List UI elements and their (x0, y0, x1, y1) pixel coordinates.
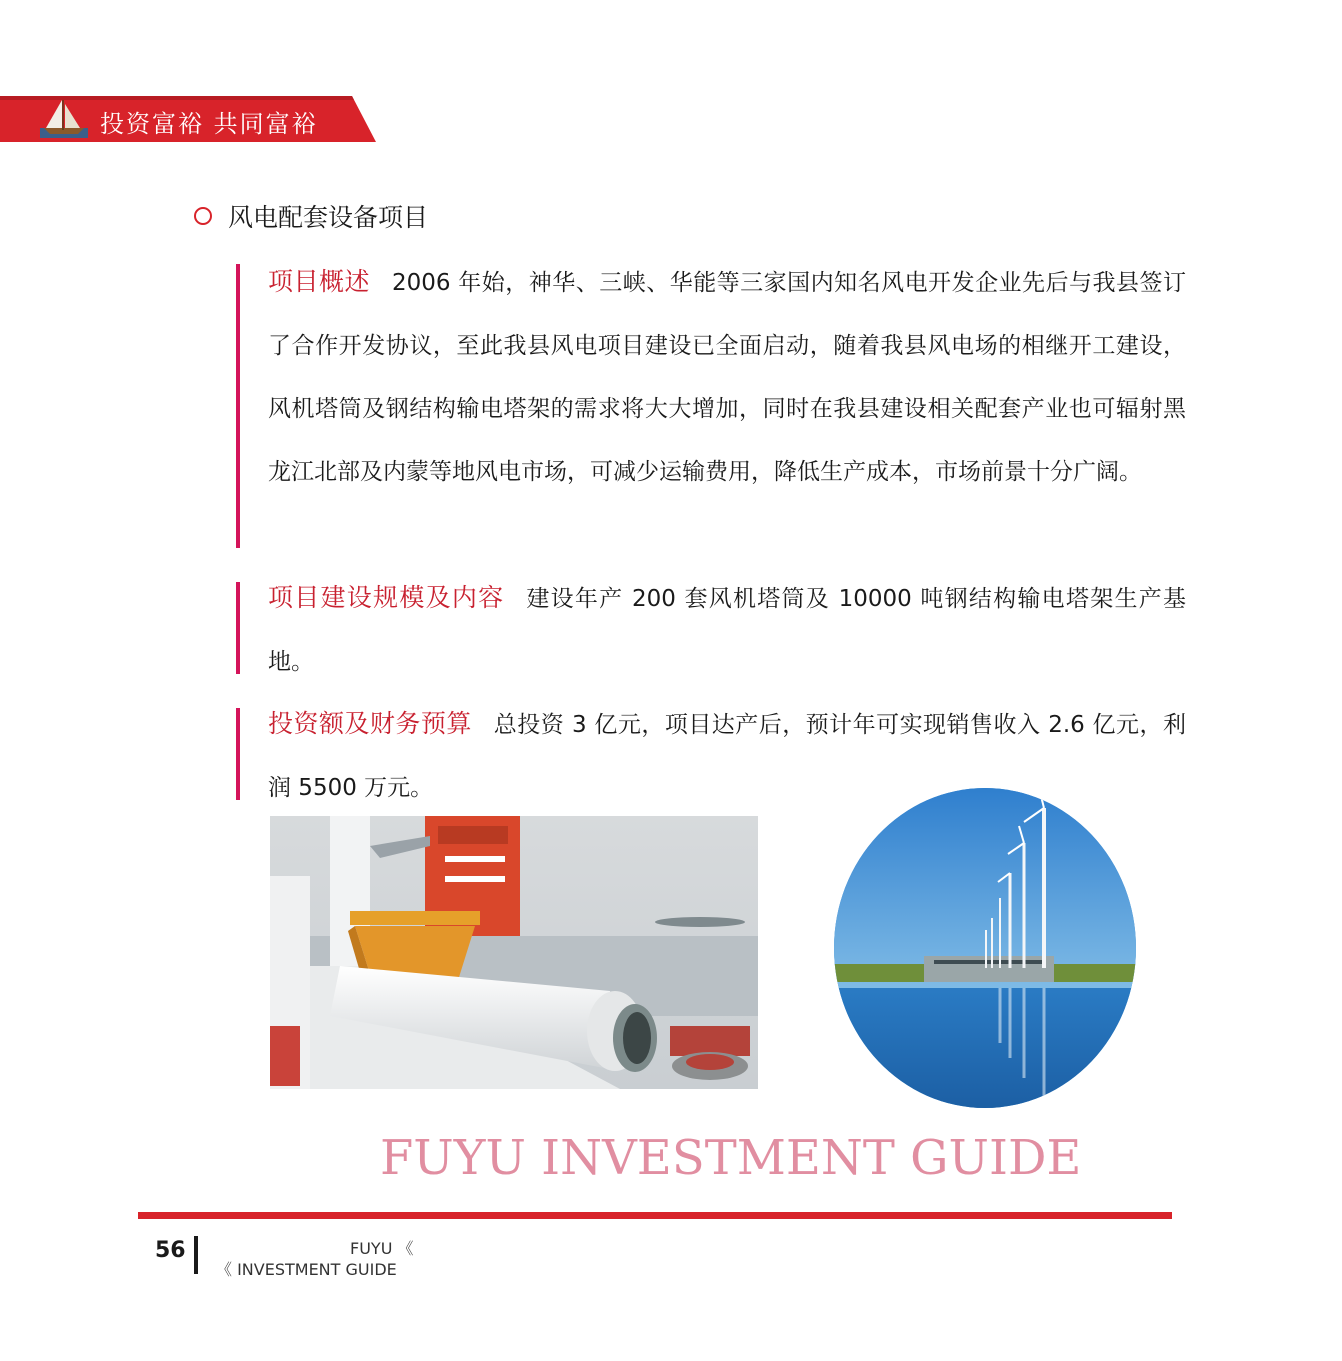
paragraph-body: 建设年产 200 套风机塔筒及 10000 吨钢结构输电塔架生产基地。 (268, 586, 1186, 675)
paragraph-text (268, 692, 1186, 820)
paragraph-body: 2006 年始，神华、三峡、华能等三家国内知名风电开发企业先后与我县签订了合作开发协议，至此我县风电项目建设已全面启动，随着我县风电场的相继开工建设，风机塔筒及钢结构输电塔架的需求将大大增加，同时在我县建设相关配套产业也可辐射黑龙江北部及内蒙等地风电市场，可减少运输费用，降低生产成本，市场前景十分广阔。 (268, 270, 1186, 485)
footer-rule (138, 1212, 1172, 1219)
wind-blade-ship-photo (270, 816, 758, 1089)
paragraph-investment (236, 692, 1186, 802)
paragraph-label: 项目概述 (268, 267, 370, 296)
footer-small-title-1: FUYU 《 (350, 1239, 414, 1258)
paragraph-bar (236, 582, 240, 674)
header-slogan: 投资富裕 共同富裕 (100, 110, 318, 138)
footer-small-title-2: 《 INVESTMENT GUIDE (216, 1260, 397, 1279)
paragraph-bar (236, 264, 240, 548)
paragraph-text (268, 566, 1186, 694)
page-number: 56 (155, 1238, 186, 1263)
section-title: 风电配套设备项目 (228, 203, 429, 232)
paragraph-bar (236, 708, 240, 800)
page-divider (194, 1236, 198, 1274)
section-heading (194, 198, 428, 234)
paragraph-label: 项目建设规模及内容 (268, 583, 505, 612)
circle-bullet-icon (194, 207, 212, 225)
paragraph-scale (236, 566, 1186, 676)
guide-title: FUYU INVESTMENT GUIDE (380, 1130, 1082, 1186)
paragraph-overview (236, 250, 1186, 550)
paragraph-text (268, 250, 1186, 504)
paragraph-label: 投资额及财务预算 (268, 709, 472, 738)
wind-turbines-lake-photo (834, 788, 1136, 1108)
paragraph-body: 总投资 3 亿元，项目达产后，预计年可实现销售收入 2.6 亿元，利润 5500 万元。 (268, 712, 1186, 801)
sailboat-logo-icon (40, 98, 88, 138)
